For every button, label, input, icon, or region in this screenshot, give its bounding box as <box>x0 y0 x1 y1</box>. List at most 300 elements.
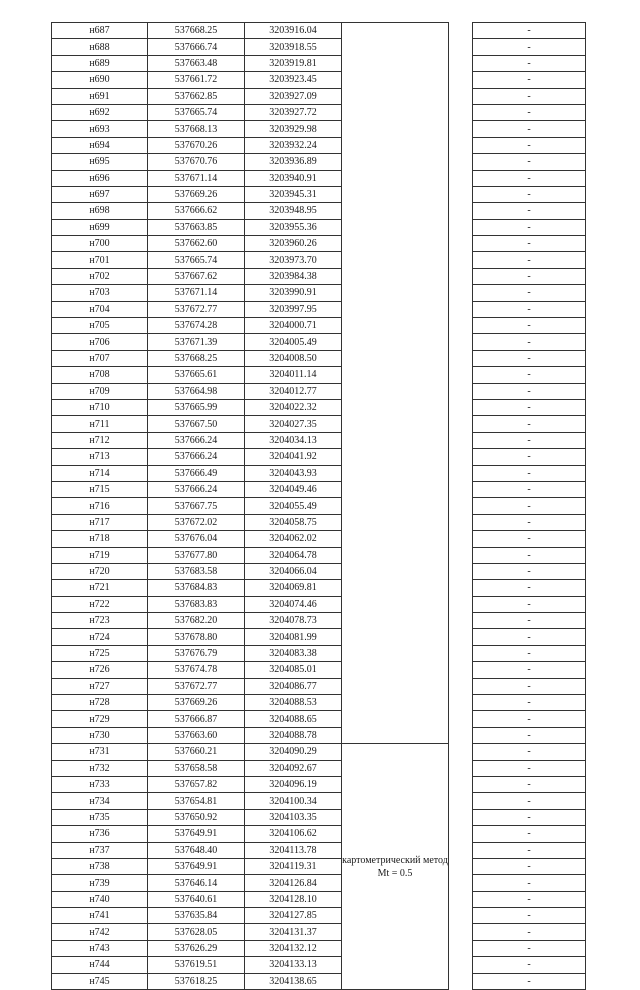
spacer-cell <box>449 465 473 481</box>
accuracy-cell: - <box>473 662 586 678</box>
y-coordinate-cell: 3203927.72 <box>245 104 342 120</box>
x-coordinate-cell: 537662.85 <box>148 88 245 104</box>
spacer-cell <box>449 154 473 170</box>
table-row <box>52 695 586 711</box>
accuracy-cell: - <box>473 154 586 170</box>
point-name-cell: н717 <box>52 514 148 530</box>
accuracy-cell: - <box>473 645 586 661</box>
x-coordinate-cell: 537657.82 <box>148 776 245 792</box>
accuracy-cell: - <box>473 563 586 579</box>
point-name-cell: н706 <box>52 334 148 350</box>
x-coordinate-cell: 537619.51 <box>148 957 245 973</box>
table-row <box>52 318 586 334</box>
point-name-cell: н736 <box>52 826 148 842</box>
accuracy-cell: - <box>473 695 586 711</box>
table-row <box>52 973 586 989</box>
table-row <box>52 645 586 661</box>
y-coordinate-cell: 3204027.35 <box>245 416 342 432</box>
accuracy-cell: - <box>473 940 586 956</box>
x-coordinate-cell: 537677.80 <box>148 547 245 563</box>
table-row <box>52 399 586 415</box>
x-coordinate-cell: 537683.58 <box>148 563 245 579</box>
table-row <box>52 219 586 235</box>
table-row <box>52 465 586 481</box>
spacer-cell <box>449 645 473 661</box>
point-name-cell: н743 <box>52 940 148 956</box>
spacer-cell <box>449 432 473 448</box>
spacer-cell <box>449 481 473 497</box>
accuracy-cell: - <box>473 727 586 743</box>
point-name-cell: н735 <box>52 809 148 825</box>
accuracy-cell: - <box>473 23 586 39</box>
y-coordinate-cell: 3204090.29 <box>245 744 342 760</box>
y-coordinate-cell: 3204034.13 <box>245 432 342 448</box>
y-coordinate-cell: 3204128.10 <box>245 891 342 907</box>
point-name-cell: н745 <box>52 973 148 989</box>
y-coordinate-cell: 3204005.49 <box>245 334 342 350</box>
accuracy-cell: - <box>473 842 586 858</box>
accuracy-cell: - <box>473 39 586 55</box>
y-coordinate-cell: 3203916.04 <box>245 23 342 39</box>
point-name-cell: н732 <box>52 760 148 776</box>
table-row <box>52 154 586 170</box>
point-name-cell: н688 <box>52 39 148 55</box>
accuracy-cell: - <box>473 121 586 137</box>
accuracy-cell: - <box>473 55 586 71</box>
table-row <box>52 350 586 366</box>
point-name-cell: н741 <box>52 908 148 924</box>
x-coordinate-cell: 537663.48 <box>148 55 245 71</box>
method-cell-empty <box>342 23 449 744</box>
point-name-cell: н734 <box>52 793 148 809</box>
spacer-cell <box>449 613 473 629</box>
y-coordinate-cell: 3203984.38 <box>245 268 342 284</box>
y-coordinate-cell: 3204103.35 <box>245 809 342 825</box>
table-row <box>52 383 586 399</box>
point-name-cell: н725 <box>52 645 148 661</box>
y-coordinate-cell: 3204127.85 <box>245 908 342 924</box>
table-row <box>52 481 586 497</box>
y-coordinate-cell: 3204078.73 <box>245 613 342 629</box>
table-row <box>52 514 586 530</box>
accuracy-cell: - <box>473 875 586 891</box>
x-coordinate-cell: 537666.87 <box>148 711 245 727</box>
x-coordinate-cell: 537672.77 <box>148 301 245 317</box>
table-row <box>52 924 586 940</box>
point-name-cell: н707 <box>52 350 148 366</box>
x-coordinate-cell: 537669.26 <box>148 186 245 202</box>
y-coordinate-cell: 3204131.37 <box>245 924 342 940</box>
y-coordinate-cell: 3204043.93 <box>245 465 342 481</box>
table-row <box>52 957 586 973</box>
accuracy-cell: - <box>473 203 586 219</box>
accuracy-cell: - <box>473 383 586 399</box>
accuracy-cell: - <box>473 399 586 415</box>
accuracy-cell: - <box>473 104 586 120</box>
table-row <box>52 23 586 39</box>
accuracy-cell: - <box>473 186 586 202</box>
y-coordinate-cell: 3204096.19 <box>245 776 342 792</box>
x-coordinate-cell: 537649.91 <box>148 858 245 874</box>
x-coordinate-cell: 537682.20 <box>148 613 245 629</box>
table-row <box>52 498 586 514</box>
table-row <box>52 891 586 907</box>
accuracy-cell: - <box>473 580 586 596</box>
point-name-cell: н712 <box>52 432 148 448</box>
accuracy-cell: - <box>473 268 586 284</box>
y-coordinate-cell: 3204062.02 <box>245 531 342 547</box>
accuracy-cell: - <box>473 776 586 792</box>
x-coordinate-cell: 537668.13 <box>148 121 245 137</box>
x-coordinate-cell: 537666.24 <box>148 449 245 465</box>
point-name-cell: н739 <box>52 875 148 891</box>
x-coordinate-cell: 537663.85 <box>148 219 245 235</box>
y-coordinate-cell: 3203929.98 <box>245 121 342 137</box>
table-row <box>52 449 586 465</box>
table-row <box>52 301 586 317</box>
y-coordinate-cell: 3204088.53 <box>245 695 342 711</box>
spacer-cell <box>449 236 473 252</box>
spacer-cell <box>449 858 473 874</box>
table-row <box>52 744 586 760</box>
y-coordinate-cell: 3204092.67 <box>245 760 342 776</box>
spacer-cell <box>449 727 473 743</box>
table-row <box>52 858 586 874</box>
y-coordinate-cell: 3204119.31 <box>245 858 342 874</box>
spacer-cell <box>449 908 473 924</box>
point-name-cell: н691 <box>52 88 148 104</box>
table-row <box>52 727 586 743</box>
table-row <box>52 367 586 383</box>
y-coordinate-cell: 3203990.91 <box>245 285 342 301</box>
point-name-cell: н708 <box>52 367 148 383</box>
x-coordinate-cell: 537683.83 <box>148 596 245 612</box>
y-coordinate-cell: 3204081.99 <box>245 629 342 645</box>
accuracy-cell: - <box>473 711 586 727</box>
table-row <box>52 678 586 694</box>
spacer-cell <box>449 383 473 399</box>
y-coordinate-cell: 3204012.77 <box>245 383 342 399</box>
x-coordinate-cell: 537666.24 <box>148 481 245 497</box>
point-name-cell: н737 <box>52 842 148 858</box>
x-coordinate-cell: 537668.25 <box>148 23 245 39</box>
x-coordinate-cell: 537665.74 <box>148 104 245 120</box>
point-name-cell: н723 <box>52 613 148 629</box>
spacer-cell <box>449 203 473 219</box>
point-name-cell: н698 <box>52 203 148 219</box>
y-coordinate-cell: 3204106.62 <box>245 826 342 842</box>
point-name-cell: н714 <box>52 465 148 481</box>
x-coordinate-cell: 537678.80 <box>148 629 245 645</box>
table-row <box>52 88 586 104</box>
y-coordinate-cell: 3204074.46 <box>245 596 342 612</box>
y-coordinate-cell: 3204000.71 <box>245 318 342 334</box>
table-row <box>52 711 586 727</box>
point-name-cell: н700 <box>52 236 148 252</box>
accuracy-cell: - <box>473 498 586 514</box>
accuracy-cell: - <box>473 219 586 235</box>
y-coordinate-cell: 3203973.70 <box>245 252 342 268</box>
y-coordinate-cell: 3204064.78 <box>245 547 342 563</box>
coordinates-table-body <box>52 23 586 990</box>
table-row <box>52 842 586 858</box>
accuracy-cell: - <box>473 465 586 481</box>
x-coordinate-cell: 537672.77 <box>148 678 245 694</box>
table-row <box>52 236 586 252</box>
accuracy-cell: - <box>473 613 586 629</box>
table-row <box>52 940 586 956</box>
point-name-cell: н718 <box>52 531 148 547</box>
spacer-cell <box>449 744 473 760</box>
spacer-cell <box>449 793 473 809</box>
spacer-cell <box>449 350 473 366</box>
x-coordinate-cell: 537671.39 <box>148 334 245 350</box>
point-name-cell: н713 <box>52 449 148 465</box>
y-coordinate-cell: 3203955.36 <box>245 219 342 235</box>
point-name-cell: н709 <box>52 383 148 399</box>
x-coordinate-cell: 537674.28 <box>148 318 245 334</box>
point-name-cell: н715 <box>52 481 148 497</box>
x-coordinate-cell: 537674.78 <box>148 662 245 678</box>
point-name-cell: н719 <box>52 547 148 563</box>
point-name-cell: н716 <box>52 498 148 514</box>
x-coordinate-cell: 537664.98 <box>148 383 245 399</box>
y-coordinate-cell: 3203960.26 <box>245 236 342 252</box>
spacer-cell <box>449 219 473 235</box>
spacer-cell <box>449 268 473 284</box>
x-coordinate-cell: 537660.21 <box>148 744 245 760</box>
spacer-cell <box>449 695 473 711</box>
accuracy-cell: - <box>473 760 586 776</box>
point-name-cell: н733 <box>52 776 148 792</box>
accuracy-cell: - <box>473 449 586 465</box>
y-coordinate-cell: 3203948.95 <box>245 203 342 219</box>
x-coordinate-cell: 537667.75 <box>148 498 245 514</box>
spacer-cell <box>449 842 473 858</box>
accuracy-cell: - <box>473 252 586 268</box>
point-name-cell: н742 <box>52 924 148 940</box>
y-coordinate-cell: 3204138.65 <box>245 973 342 989</box>
x-coordinate-cell: 537671.14 <box>148 285 245 301</box>
point-name-cell: н701 <box>52 252 148 268</box>
spacer-cell <box>449 596 473 612</box>
x-coordinate-cell: 537666.74 <box>148 39 245 55</box>
x-coordinate-cell: 537658.58 <box>148 760 245 776</box>
y-coordinate-cell: 3204133.13 <box>245 957 342 973</box>
x-coordinate-cell: 537666.49 <box>148 465 245 481</box>
spacer-cell <box>449 318 473 334</box>
table-row <box>52 203 586 219</box>
x-coordinate-cell: 537665.61 <box>148 367 245 383</box>
spacer-cell <box>449 399 473 415</box>
y-coordinate-cell: 3204088.65 <box>245 711 342 727</box>
spacer-cell <box>449 973 473 989</box>
point-name-cell: н722 <box>52 596 148 612</box>
point-name-cell: н710 <box>52 399 148 415</box>
accuracy-cell: - <box>473 629 586 645</box>
spacer-cell <box>449 760 473 776</box>
point-name-cell: н727 <box>52 678 148 694</box>
x-coordinate-cell: 537669.26 <box>148 695 245 711</box>
spacer-cell <box>449 809 473 825</box>
spacer-cell <box>449 416 473 432</box>
point-name-cell: н699 <box>52 219 148 235</box>
accuracy-cell: - <box>473 908 586 924</box>
point-name-cell: н731 <box>52 744 148 760</box>
y-coordinate-cell: 3204088.78 <box>245 727 342 743</box>
accuracy-cell: - <box>473 88 586 104</box>
spacer-cell <box>449 826 473 842</box>
x-coordinate-cell: 537672.02 <box>148 514 245 530</box>
x-coordinate-cell: 537666.62 <box>148 203 245 219</box>
accuracy-cell: - <box>473 170 586 186</box>
spacer-cell <box>449 563 473 579</box>
spacer-cell <box>449 776 473 792</box>
accuracy-cell: - <box>473 531 586 547</box>
accuracy-cell: - <box>473 350 586 366</box>
accuracy-cell: - <box>473 793 586 809</box>
table-row <box>52 908 586 924</box>
point-name-cell: н711 <box>52 416 148 432</box>
x-coordinate-cell: 537640.61 <box>148 891 245 907</box>
accuracy-cell: - <box>473 367 586 383</box>
table-row <box>52 285 586 301</box>
point-name-cell: н697 <box>52 186 148 202</box>
y-coordinate-cell: 3203997.95 <box>245 301 342 317</box>
y-coordinate-cell: 3204022.32 <box>245 399 342 415</box>
table-row <box>52 432 586 448</box>
y-coordinate-cell: 3204041.92 <box>245 449 342 465</box>
point-name-cell: н728 <box>52 695 148 711</box>
y-coordinate-cell: 3204055.49 <box>245 498 342 514</box>
accuracy-cell: - <box>473 285 586 301</box>
spacer-cell <box>449 629 473 645</box>
y-coordinate-cell: 3203940.91 <box>245 170 342 186</box>
spacer-cell <box>449 72 473 88</box>
accuracy-cell: - <box>473 514 586 530</box>
y-coordinate-cell: 3204113.78 <box>245 842 342 858</box>
point-name-cell: н704 <box>52 301 148 317</box>
table-row <box>52 55 586 71</box>
x-coordinate-cell: 537667.50 <box>148 416 245 432</box>
spacer-cell <box>449 23 473 39</box>
spacer-cell <box>449 104 473 120</box>
table-row <box>52 563 586 579</box>
x-coordinate-cell: 537663.60 <box>148 727 245 743</box>
spacer-cell <box>449 580 473 596</box>
spacer-cell <box>449 547 473 563</box>
y-coordinate-cell: 3204126.84 <box>245 875 342 891</box>
accuracy-cell: - <box>473 891 586 907</box>
x-coordinate-cell: 537670.26 <box>148 137 245 153</box>
spacer-cell <box>449 531 473 547</box>
spacer-cell <box>449 186 473 202</box>
y-coordinate-cell: 3204058.75 <box>245 514 342 530</box>
x-coordinate-cell: 537635.84 <box>148 908 245 924</box>
spacer-cell <box>449 940 473 956</box>
x-coordinate-cell: 537661.72 <box>148 72 245 88</box>
spacer-cell <box>449 514 473 530</box>
table-row <box>52 268 586 284</box>
y-coordinate-cell: 3203936.89 <box>245 154 342 170</box>
spacer-cell <box>449 367 473 383</box>
x-coordinate-cell: 537670.76 <box>148 154 245 170</box>
point-name-cell: н689 <box>52 55 148 71</box>
table-row <box>52 629 586 645</box>
table-row <box>52 252 586 268</box>
x-coordinate-cell: 537667.62 <box>148 268 245 284</box>
spacer-cell <box>449 137 473 153</box>
accuracy-cell: - <box>473 72 586 88</box>
spacer-cell <box>449 88 473 104</box>
accuracy-cell: - <box>473 809 586 825</box>
y-coordinate-cell: 3204008.50 <box>245 350 342 366</box>
table-row <box>52 793 586 809</box>
table-row <box>52 875 586 891</box>
accuracy-cell: - <box>473 481 586 497</box>
x-coordinate-cell: 537650.92 <box>148 809 245 825</box>
table-row <box>52 580 586 596</box>
spacer-cell <box>449 711 473 727</box>
x-coordinate-cell: 537654.81 <box>148 793 245 809</box>
x-coordinate-cell: 537662.60 <box>148 236 245 252</box>
point-name-cell: н693 <box>52 121 148 137</box>
point-name-cell: н695 <box>52 154 148 170</box>
point-name-cell: н740 <box>52 891 148 907</box>
point-name-cell: н724 <box>52 629 148 645</box>
y-coordinate-cell: 3204132.12 <box>245 940 342 956</box>
point-name-cell: н705 <box>52 318 148 334</box>
point-name-cell: н702 <box>52 268 148 284</box>
accuracy-cell: - <box>473 973 586 989</box>
y-coordinate-cell: 3203945.31 <box>245 186 342 202</box>
y-coordinate-cell: 3203919.81 <box>245 55 342 71</box>
point-name-cell: н692 <box>52 104 148 120</box>
point-name-cell: н687 <box>52 23 148 39</box>
spacer-cell <box>449 301 473 317</box>
spacer-cell <box>449 891 473 907</box>
table-row <box>52 137 586 153</box>
spacer-cell <box>449 39 473 55</box>
x-coordinate-cell: 537649.91 <box>148 826 245 842</box>
x-coordinate-cell: 537684.83 <box>148 580 245 596</box>
y-coordinate-cell: 3204069.81 <box>245 580 342 596</box>
table-row <box>52 662 586 678</box>
x-coordinate-cell: 537666.24 <box>148 432 245 448</box>
table-row <box>52 613 586 629</box>
table-row <box>52 170 586 186</box>
spacer-cell <box>449 334 473 350</box>
x-coordinate-cell: 537648.40 <box>148 842 245 858</box>
table-row <box>52 531 586 547</box>
point-name-cell: н729 <box>52 711 148 727</box>
spacer-cell <box>449 121 473 137</box>
y-coordinate-cell: 3203918.55 <box>245 39 342 55</box>
point-name-cell: н738 <box>52 858 148 874</box>
table-row <box>52 776 586 792</box>
y-coordinate-cell: 3204100.34 <box>245 793 342 809</box>
y-coordinate-cell: 3203923.45 <box>245 72 342 88</box>
table-row <box>52 416 586 432</box>
accuracy-cell: - <box>473 547 586 563</box>
point-name-cell: н721 <box>52 580 148 596</box>
table-row <box>52 596 586 612</box>
accuracy-cell: - <box>473 596 586 612</box>
x-coordinate-cell: 537665.74 <box>148 252 245 268</box>
accuracy-cell: - <box>473 957 586 973</box>
accuracy-cell: - <box>473 137 586 153</box>
point-name-cell: н694 <box>52 137 148 153</box>
